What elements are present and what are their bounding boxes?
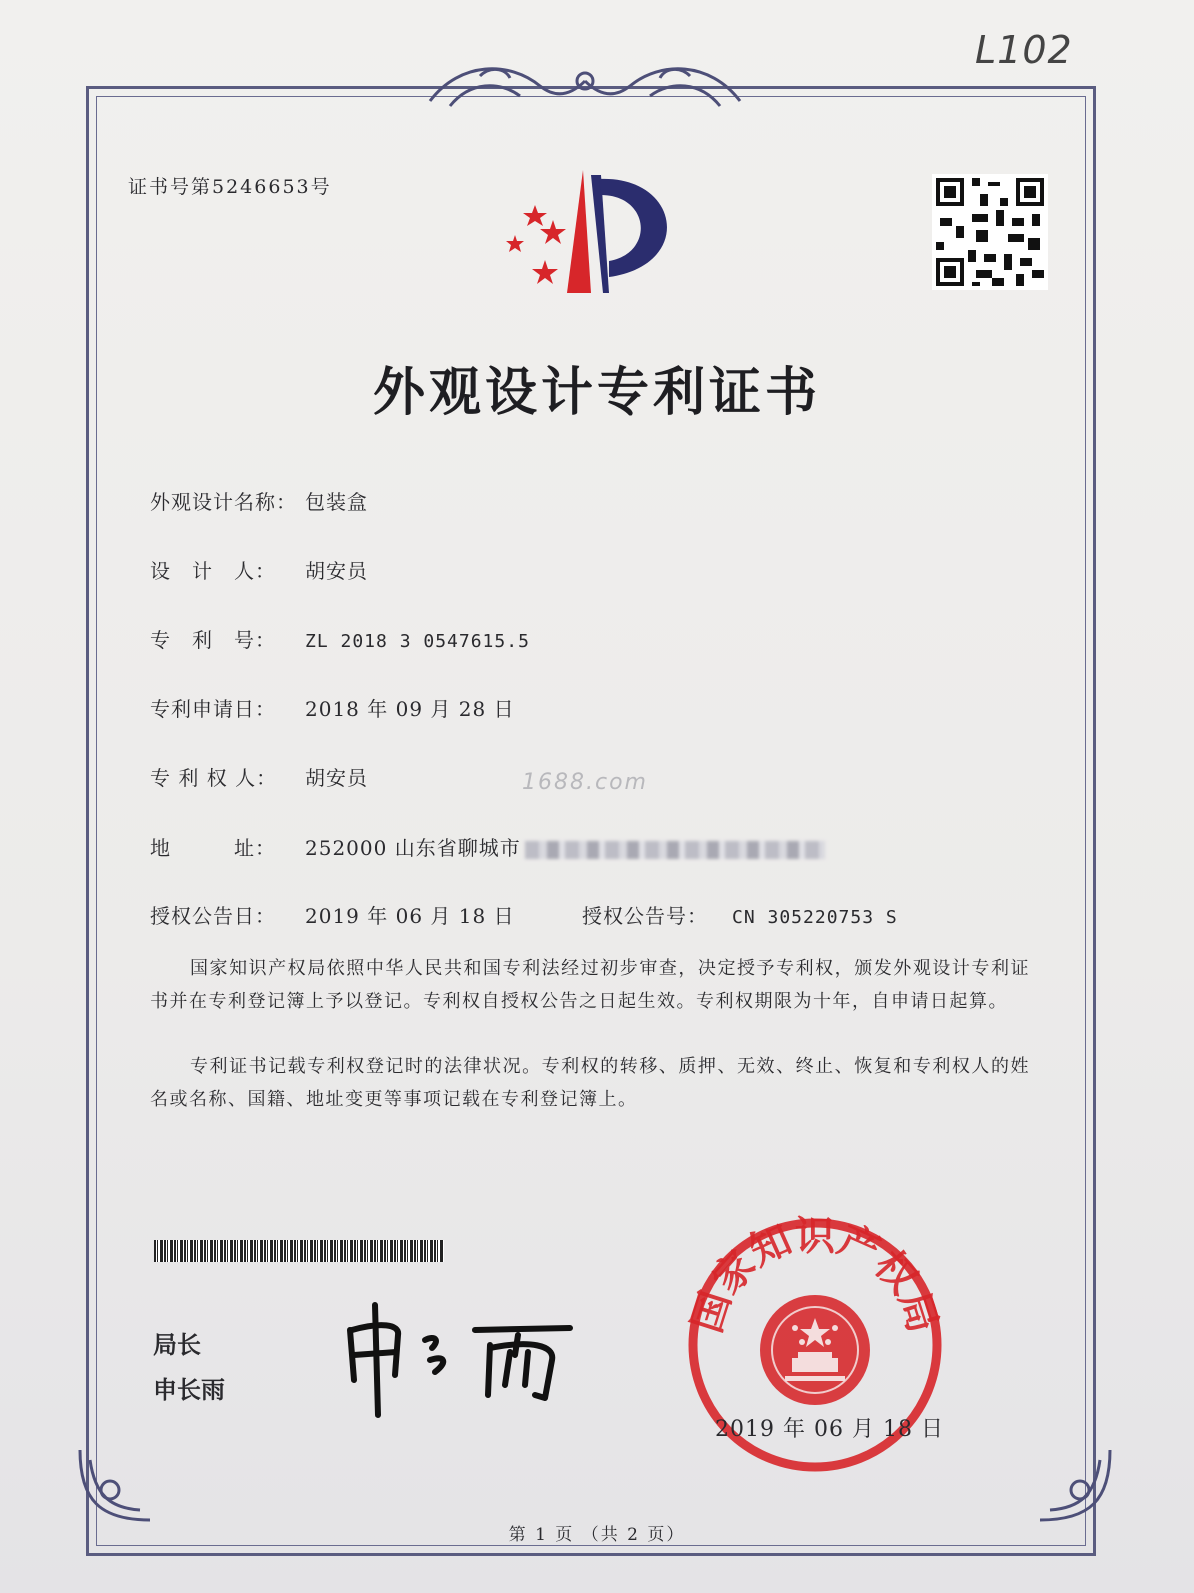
director-signature-icon <box>340 1300 590 1420</box>
address-label: 地 址： <box>150 836 276 860</box>
qr-code-icon <box>932 174 1048 290</box>
patent-number-row <box>150 624 530 653</box>
patent-office-logo-icon <box>505 165 675 300</box>
grant-date-label: 授权公告日： <box>150 904 276 928</box>
design-name-label: 外观设计名称： <box>150 490 297 514</box>
patent-number-label: 专 利 号： <box>150 628 276 652</box>
corner-ornament-icon <box>70 1440 160 1530</box>
legal-paragraph: 国家知识产权局依照中华人民共和国专利法经过初步审查，决定授予专利权，颁发外观设计专利证书并在专利登记簿上予以登记。专利权自授权公告之日起生效。专利权期限为十年，自申请日起算。 <box>150 958 1030 1012</box>
director-name: 申长雨 <box>153 1376 225 1404</box>
director-title: 局长 <box>153 1331 201 1359</box>
grant-date-value: 2019 年 06 月 18 日 <box>305 904 515 928</box>
page-indicator: 第 1 页 （共 2 页） <box>508 1525 686 1545</box>
top-ornament-icon <box>420 56 750 116</box>
application-date-value: 2018 年 09 月 28 日 <box>305 697 515 721</box>
watermark: 1688.com <box>522 770 648 795</box>
patent-number-value: ZL 2018 3 0547615.5 <box>305 631 530 652</box>
patentee-value: 胡安员 <box>305 766 368 790</box>
certificate-number: 证书号第5246653号 <box>128 176 332 198</box>
certificate-title: 外观设计专利证书 <box>372 362 821 423</box>
design-name-value: 包装盒 <box>305 490 368 514</box>
grant-number-value: CN 305220753 S <box>732 907 898 928</box>
designer-label: 设 计 人： <box>150 559 276 583</box>
patentee-label: 专 利 权 人： <box>150 766 278 790</box>
barcode-icon <box>154 1240 444 1262</box>
seal-date: 2019 年 06 月 18 日 <box>715 1417 944 1442</box>
designer-row <box>150 555 368 584</box>
design-name-row <box>150 486 368 515</box>
designer-value: 胡安员 <box>305 559 368 583</box>
address-row <box>150 832 825 861</box>
grant-number-row <box>582 900 898 929</box>
seal-text: 国家知识产权局 <box>684 1213 946 1339</box>
grant-date-row <box>150 900 515 929</box>
address-redacted-blur <box>525 841 825 859</box>
grant-number-label: 授权公告号： <box>582 904 708 928</box>
address-value: 252000 山东省聊城市 <box>305 836 521 860</box>
handwritten-note: L102 <box>975 28 1073 72</box>
application-date-row <box>150 693 515 722</box>
patentee-row <box>150 762 368 791</box>
application-date-label: 专利申请日： <box>150 697 276 721</box>
legal-paragraph: 专利证书记载专利权登记时的法律状况。专利权的转移、质押、无效、终止、恢复和专利权人的姓名或名称、国籍、地址变更等事项记载在专利登记簿上。 <box>150 1056 1030 1110</box>
corner-ornament-icon <box>1030 1440 1120 1530</box>
